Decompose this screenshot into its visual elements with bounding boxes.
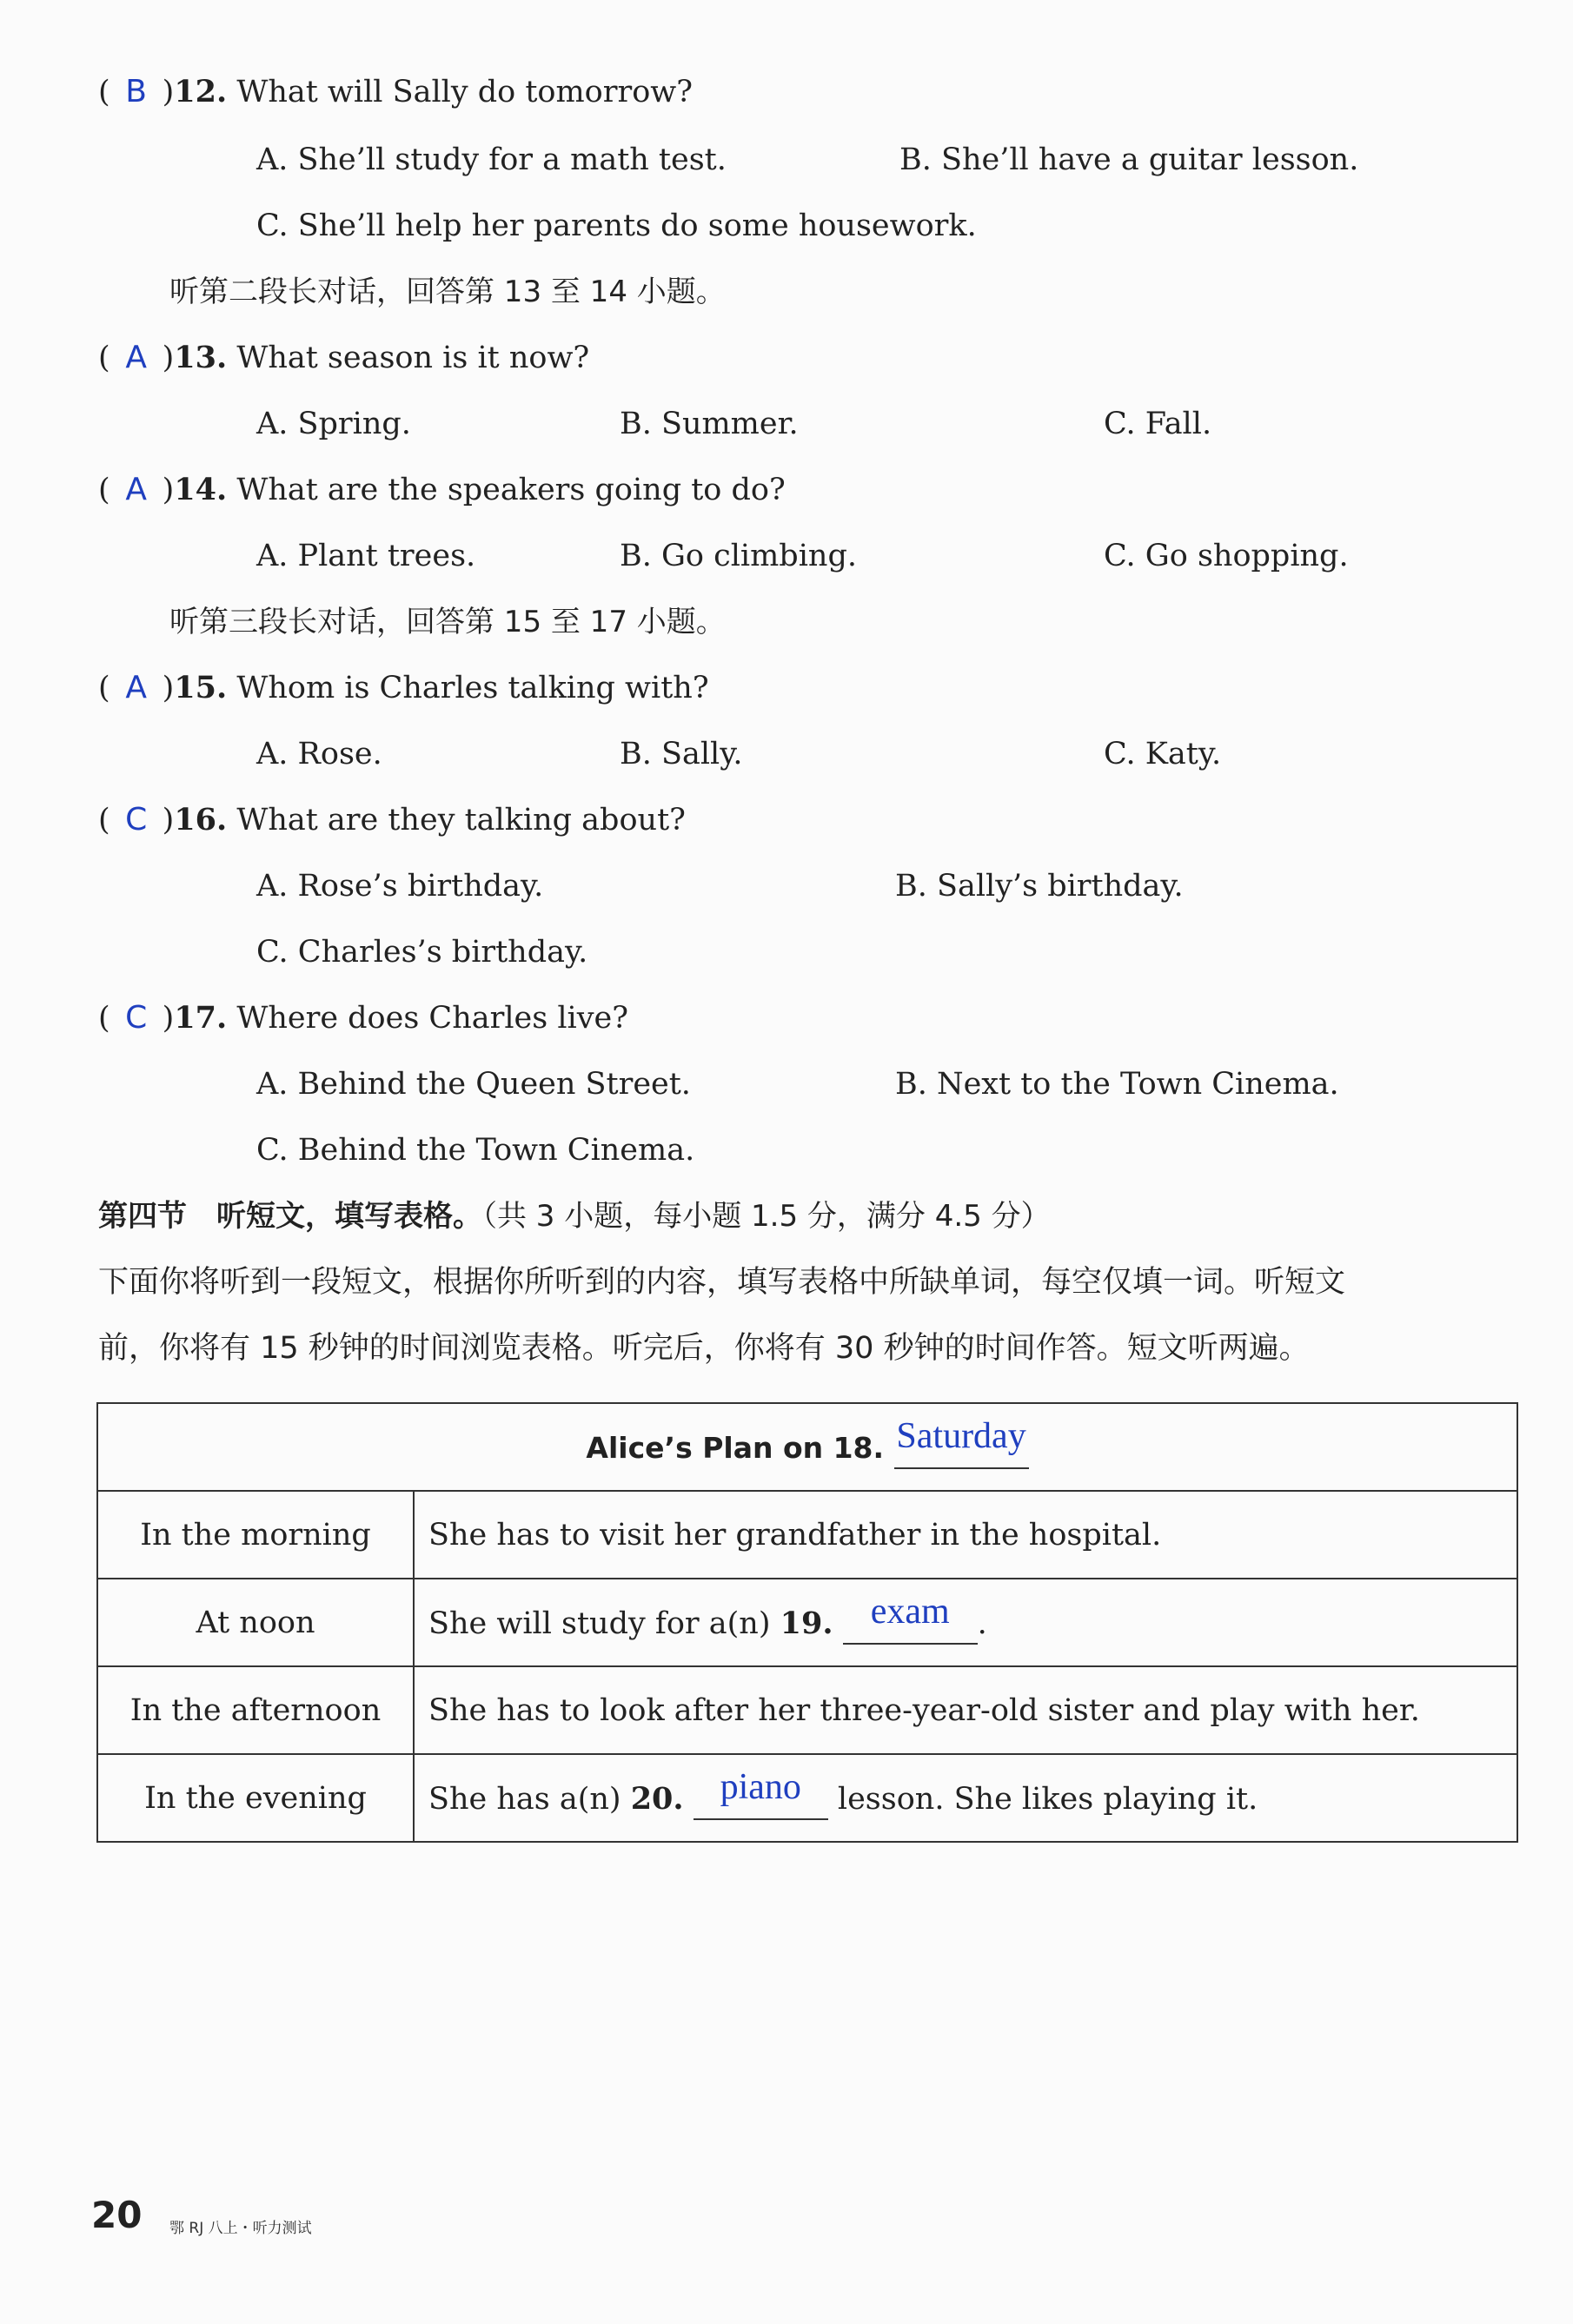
option-15c: C. Katy. xyxy=(1104,737,1222,771)
table-row: At noon She will study for a(n) 19. exam . xyxy=(97,1579,1517,1666)
question-12: ( B )12. What will Sally do tomorrow? xyxy=(98,74,693,109)
page-number: 20 xyxy=(91,2194,143,2236)
option-13a: A. Spring. xyxy=(256,407,411,441)
question-16: ( C )16. What are they talking about? xyxy=(98,802,686,838)
section-4-desc-1: 下面你将听到一段短文，根据你所听到的内容，填写表格中所缺单词，每空仅填一词。听短文 xyxy=(98,1265,1346,1300)
blank-20 xyxy=(694,1766,828,1820)
option-15b: B. Sally. xyxy=(620,737,743,771)
option-16c: C. Charles’s birthday. xyxy=(256,935,588,970)
section-4-score: （共 3 小题，每小题 1.5 分，满分 4.5 分） xyxy=(482,1199,1051,1234)
option-17a: A. Behind the Queen Street. xyxy=(256,1067,691,1102)
option-17c: C. Behind the Town Cinema. xyxy=(256,1133,695,1168)
answer-12: B xyxy=(125,74,147,109)
table-row: In the morning She has to visit her grandfather in the hospital. xyxy=(97,1491,1517,1579)
table-row: In the evening She has a(n) 20. piano lesson. She likes playing it. xyxy=(97,1754,1517,1842)
option-15a: A. Rose. xyxy=(256,737,382,771)
instruction-dialog3: 听第三段长对话，回答第 15 至 17 小题。 xyxy=(169,605,726,639)
answer-15: A xyxy=(125,670,147,705)
option-12a: A. She’ll study for a math test. xyxy=(256,142,727,177)
option-13c: C. Fall. xyxy=(1104,407,1212,441)
answer-16: C xyxy=(125,802,148,838)
question-14: ( A )14. What are the speakers going to do? xyxy=(98,472,786,507)
option-14a: A. Plant trees. xyxy=(256,539,476,573)
option-14c: C. Go shopping. xyxy=(1104,539,1349,573)
handwritten-answer-20: piano xyxy=(720,1766,801,1807)
question-13: ( A )13. What season is it now? xyxy=(98,340,590,375)
handwritten-answer-19: exam xyxy=(870,1591,950,1632)
answer-13: A xyxy=(125,340,147,375)
section-4-heading xyxy=(98,1197,1051,1235)
section-4-title: 第四节 听短文，填写表格。 xyxy=(98,1199,482,1234)
section-4-desc-2: 前，你将有 15 秒钟的时间浏览表格。听完后，你将有 30 秒钟的时间作答。短文听两遍。 xyxy=(98,1331,1310,1366)
plan-table xyxy=(96,1402,1518,1843)
question-17: ( C )17. Where does Charles live? xyxy=(98,1000,628,1036)
option-12c: C. She’ll help her parents do some housework. xyxy=(256,209,977,243)
option-12b: B. She’ll have a guitar lesson. xyxy=(899,142,1359,177)
handwritten-answer-18: Saturday xyxy=(896,1415,1026,1456)
option-14b: B. Go climbing. xyxy=(620,539,857,573)
instruction-dialog2: 听第二段长对话，回答第 13 至 14 小题。 xyxy=(169,275,726,309)
blank-19 xyxy=(843,1591,978,1645)
answer-17: C xyxy=(125,1000,148,1036)
table-row: In the afternoon She has to look after her three-year-old sister and play with her. xyxy=(97,1666,1517,1754)
answer-14: A xyxy=(125,472,147,507)
footer-text: 鄂 RJ 八上・听力测试 xyxy=(169,2220,312,2237)
option-13b: B. Summer. xyxy=(620,407,799,441)
option-16a: A. Rose’s birthday. xyxy=(256,869,544,904)
table-caption-row xyxy=(97,1403,1517,1491)
question-15: ( A )15. Whom is Charles talking with? xyxy=(98,670,709,705)
option-17b: B. Next to the Town Cinema. xyxy=(895,1067,1339,1102)
blank-18 xyxy=(894,1415,1029,1469)
option-16b: B. Sally’s birthday. xyxy=(895,869,1184,904)
table-caption: Alice’s Plan on 18. Saturday xyxy=(97,1403,1517,1491)
